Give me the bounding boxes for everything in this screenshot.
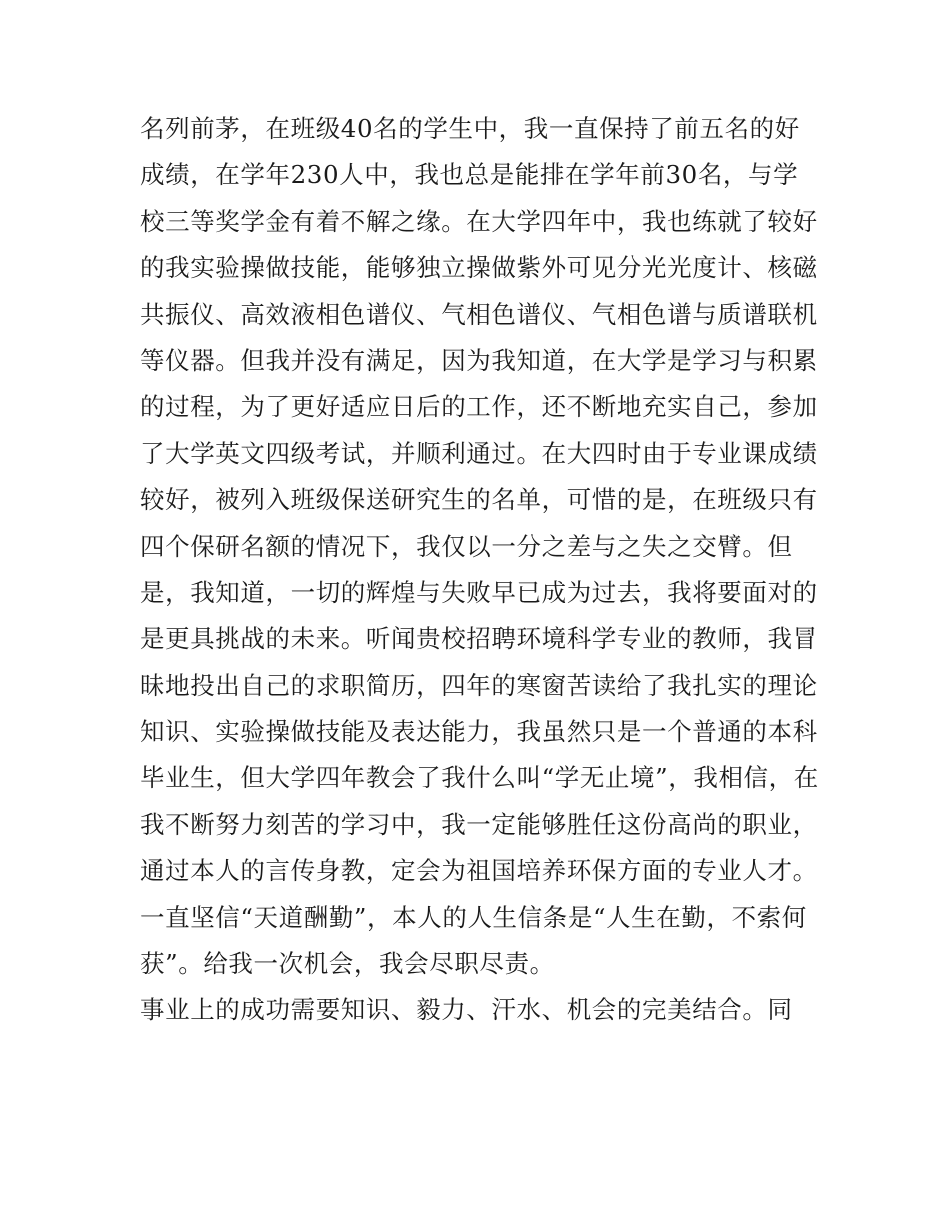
text-line: 的我实验操做技能，能够独立操做紫外可见分光光度计、核磁	[140, 253, 818, 283]
text-line: 昧地投出自己的求职简历，四年的寒窗苦读给了我扎实的理论	[140, 670, 818, 700]
text-line: 通过本人的言传身教，定会为祖国培养环保方面的专业人才。	[140, 856, 818, 886]
text-line: 是更具挑战的未来。听闻贵校招聘环境科学专业的教师，我冒	[140, 624, 818, 654]
text-line: 名列前茅，在班级40名的学生中，我一直保持了前五名的好	[140, 114, 800, 143]
text-line: 较好，被列入班级保送研究生的名单，可惜的是，在班级只有	[140, 485, 818, 515]
text-line: 四个保研名额的情况下，我仅以一分之差与之失之交臂。但	[140, 531, 793, 561]
text-line: 获”。给我一次机会，我会尽职尽责。	[140, 949, 555, 979]
text-line: 共振仪、高效液相色谱仪、气相色谱仪、气相色谱与质谱联机	[140, 299, 818, 329]
text-line: 我不断努力刻苦的学习中，我一定能够胜任这份高尚的职业，	[140, 809, 818, 839]
text-line: 毕业生，但大学四年教会了我什么叫“学无止境”，我相信，在	[140, 763, 819, 793]
text-line: 一直坚信“天道酬勤”，本人的人生信条是“人生在勤，不索何	[140, 902, 807, 932]
text-line: 知识、实验操做技能及表达能力，我虽然只是一个普通的本科	[140, 717, 818, 747]
text-line: 的过程，为了更好适应日后的工作，还不断地充实自己，参加	[140, 392, 818, 422]
text-line: 是，我知道，一切的辉煌与失败早已成为过去，我将要面对的	[140, 577, 818, 607]
text-line: 校三等奖学金有着不解之缘。在大学四年中，我也练就了较好	[140, 206, 818, 236]
body-text	[140, 106, 820, 1034]
text-line: 了大学英文四级考试，并顺利通过。在大四时由于专业课成绩	[140, 438, 818, 468]
text-line: 事业上的成功需要知识、毅力、汗水、机会的完美结合。同	[140, 995, 793, 1025]
text-line: 成绩，在学年230人中，我也总是能排在学年前30名，与学	[140, 160, 799, 190]
text-line: 等仪器。但我并没有满足，因为我知道，在大学是学习与积累	[140, 345, 818, 375]
